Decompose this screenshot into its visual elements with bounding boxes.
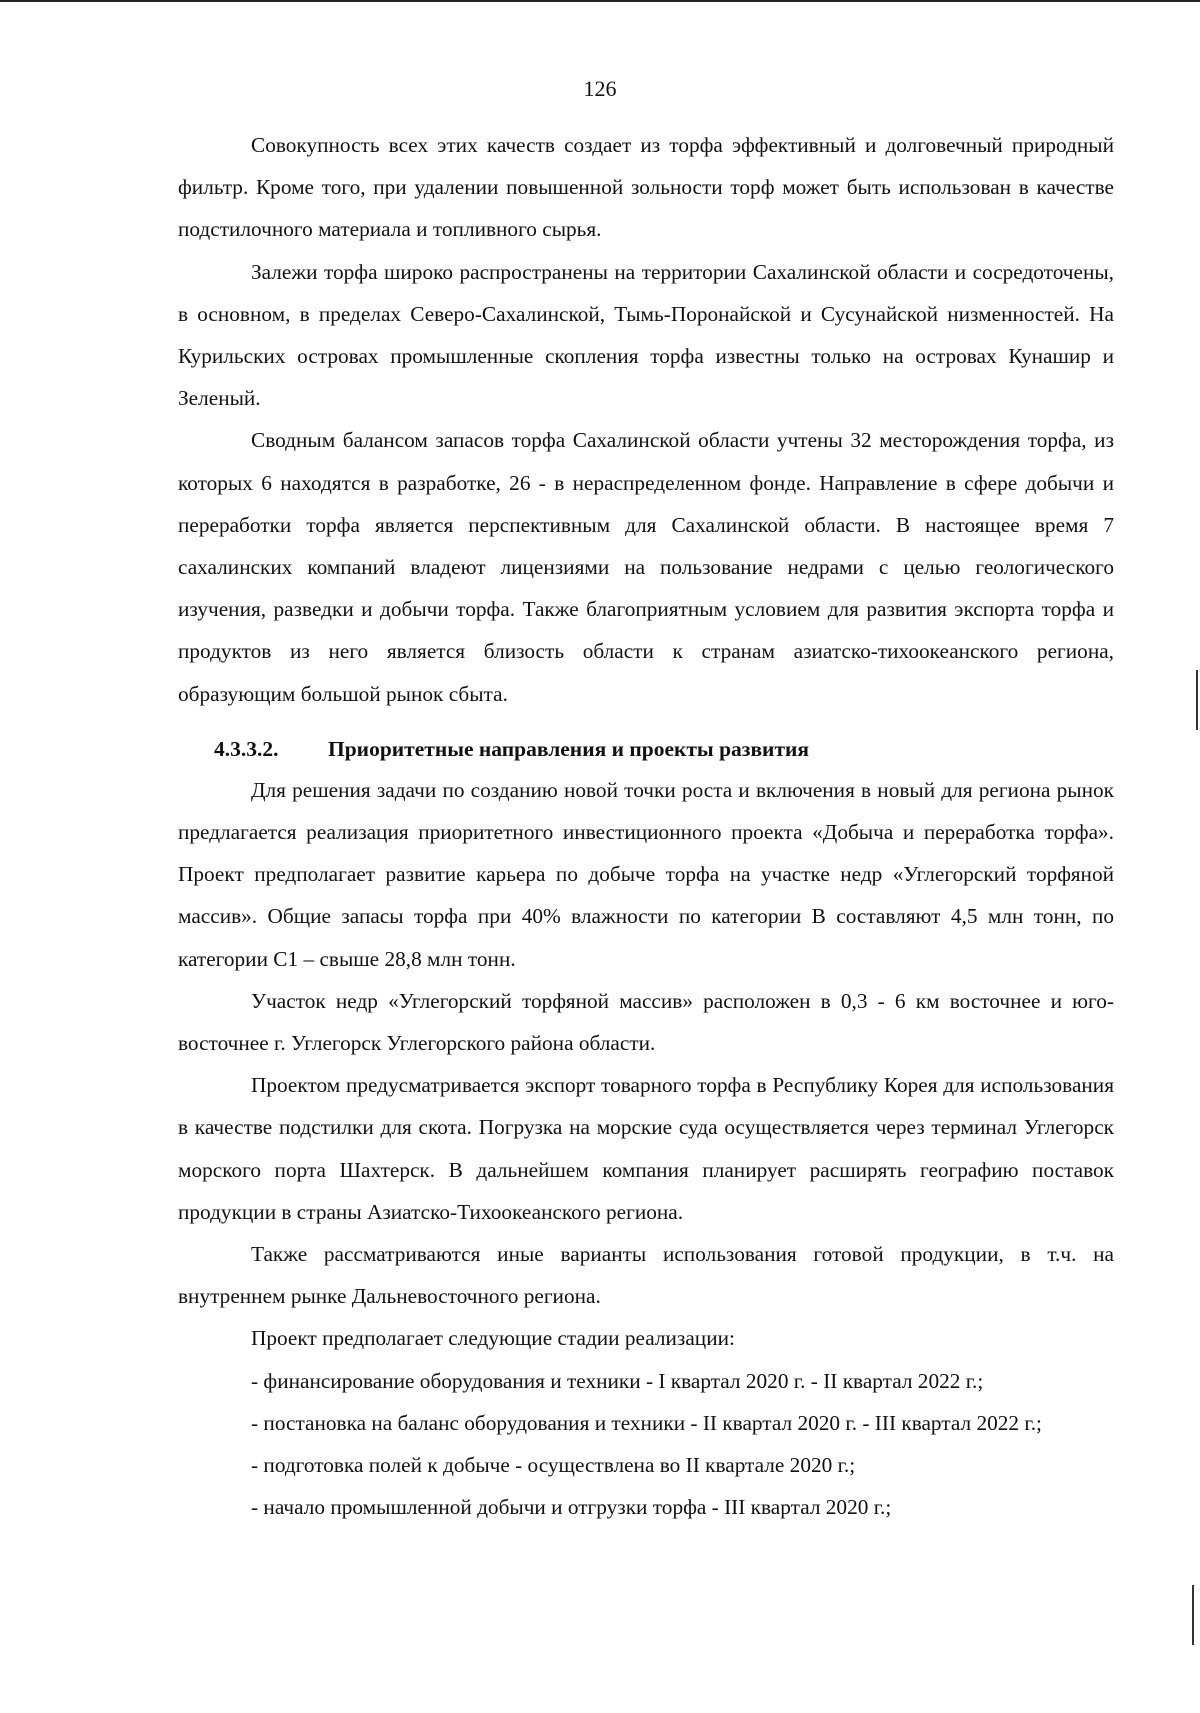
- stage-item: - начало промышленной добычи и отгрузки торфа - III квартал 2020 г.;: [251, 1495, 892, 1520]
- page-number: 126: [583, 76, 617, 101]
- paragraph: Совокупность всех этих качеств создает из торфа эффективный и долговечный природный фильтр. Кроме того, при удалении повышенной зольности торф может быть использован в качестве подстилочного материала и топливного сырья.: [178, 133, 1114, 242]
- paragraph: Также рассматриваются иные варианты использования готовой продукции, в т.ч. на внутреннем рынке Дальневосточного региона.: [178, 1242, 1114, 1309]
- paragraph: Сводным балансом запасов торфа Сахалинской области учтены 32 месторождения торфа, из которых 6 находятся в разработке, 26 - в нераспределенном фонде. Направление в сфере добычи и переработки торфа является перспективным для Сахалинской области. В настоящее время 7 сахалинских компаний владеют лицензиями на пользование недрами с целью геологического изучения, разведки и добычи торфа. Также благоприятным условием для развития экспорта торфа и продуктов из него является близость области к странам азиатско-тихоокеанского региона, образующим большой рынок сбыта.: [178, 428, 1114, 706]
- stage-item: - финансирование оборудования и техники - I квартал 2020 г. - II квартал 2022 г.;: [251, 1368, 984, 1393]
- paragraph: Проект предполагает следующие стадии реализации:: [251, 1326, 735, 1351]
- stage-item: - подготовка полей к добыче - осуществлена во II квартале 2020 г.;: [251, 1453, 856, 1478]
- paragraph: Залежи торфа широко распространены на территории Сахалинской области и сосредоточены, в основном, в пределах Северо-Сахалинской, Тымь-Поронайской и Сусунайской низменностей. На Курильских островах промышленные скопления торфа известны только на островах Кунашир и Зеленый.: [178, 259, 1114, 411]
- section-title: Приоритетные направления и проекты развития: [328, 736, 810, 761]
- section-heading: [178, 729, 1114, 769]
- paragraph: Участок недр «Углегорский торфяной массив» расположен в 0,3 - 6 км восточнее и юго-восточнее г. Углегорск Углегорского района области.: [178, 988, 1114, 1056]
- paragraph: Для решения задачи по созданию новой точки роста и включения в новый для региона рынок предлагается реализация приоритетного инвестиционного проекта «Добыча и переработка торфа». Проект предполагает развитие карьера по добыче торфа на участке недр «Углегорский торфяной массив». Общие запасы торфа при 40% влажности по категории В составляют 4,5 млн тонн, по категории С1 – свыше 28,8 млн тонн.: [178, 777, 1114, 971]
- scan-artifact: [1192, 1585, 1194, 1645]
- top-border-line: [0, 0, 1200, 2]
- scan-artifact: [1196, 670, 1198, 730]
- page-body: [178, 124, 1114, 1529]
- section-number: 4.3.3.2.: [214, 736, 279, 761]
- stage-item: - постановка на баланс оборудования и техники - II квартал 2020 г. - III квартал 2022 г.;: [251, 1410, 1042, 1435]
- paragraph: Проектом предусматривается экспорт товарного торфа в Республику Корея для использования в качестве подстилки для скота. Погрузка на морские суда осуществляется через терминал Углегорск морского порта Шахтерск. В дальнейшем компания планирует расширять географию поставок продукции в страны Азиатско-Тихоокеанского региона.: [178, 1073, 1114, 1224]
